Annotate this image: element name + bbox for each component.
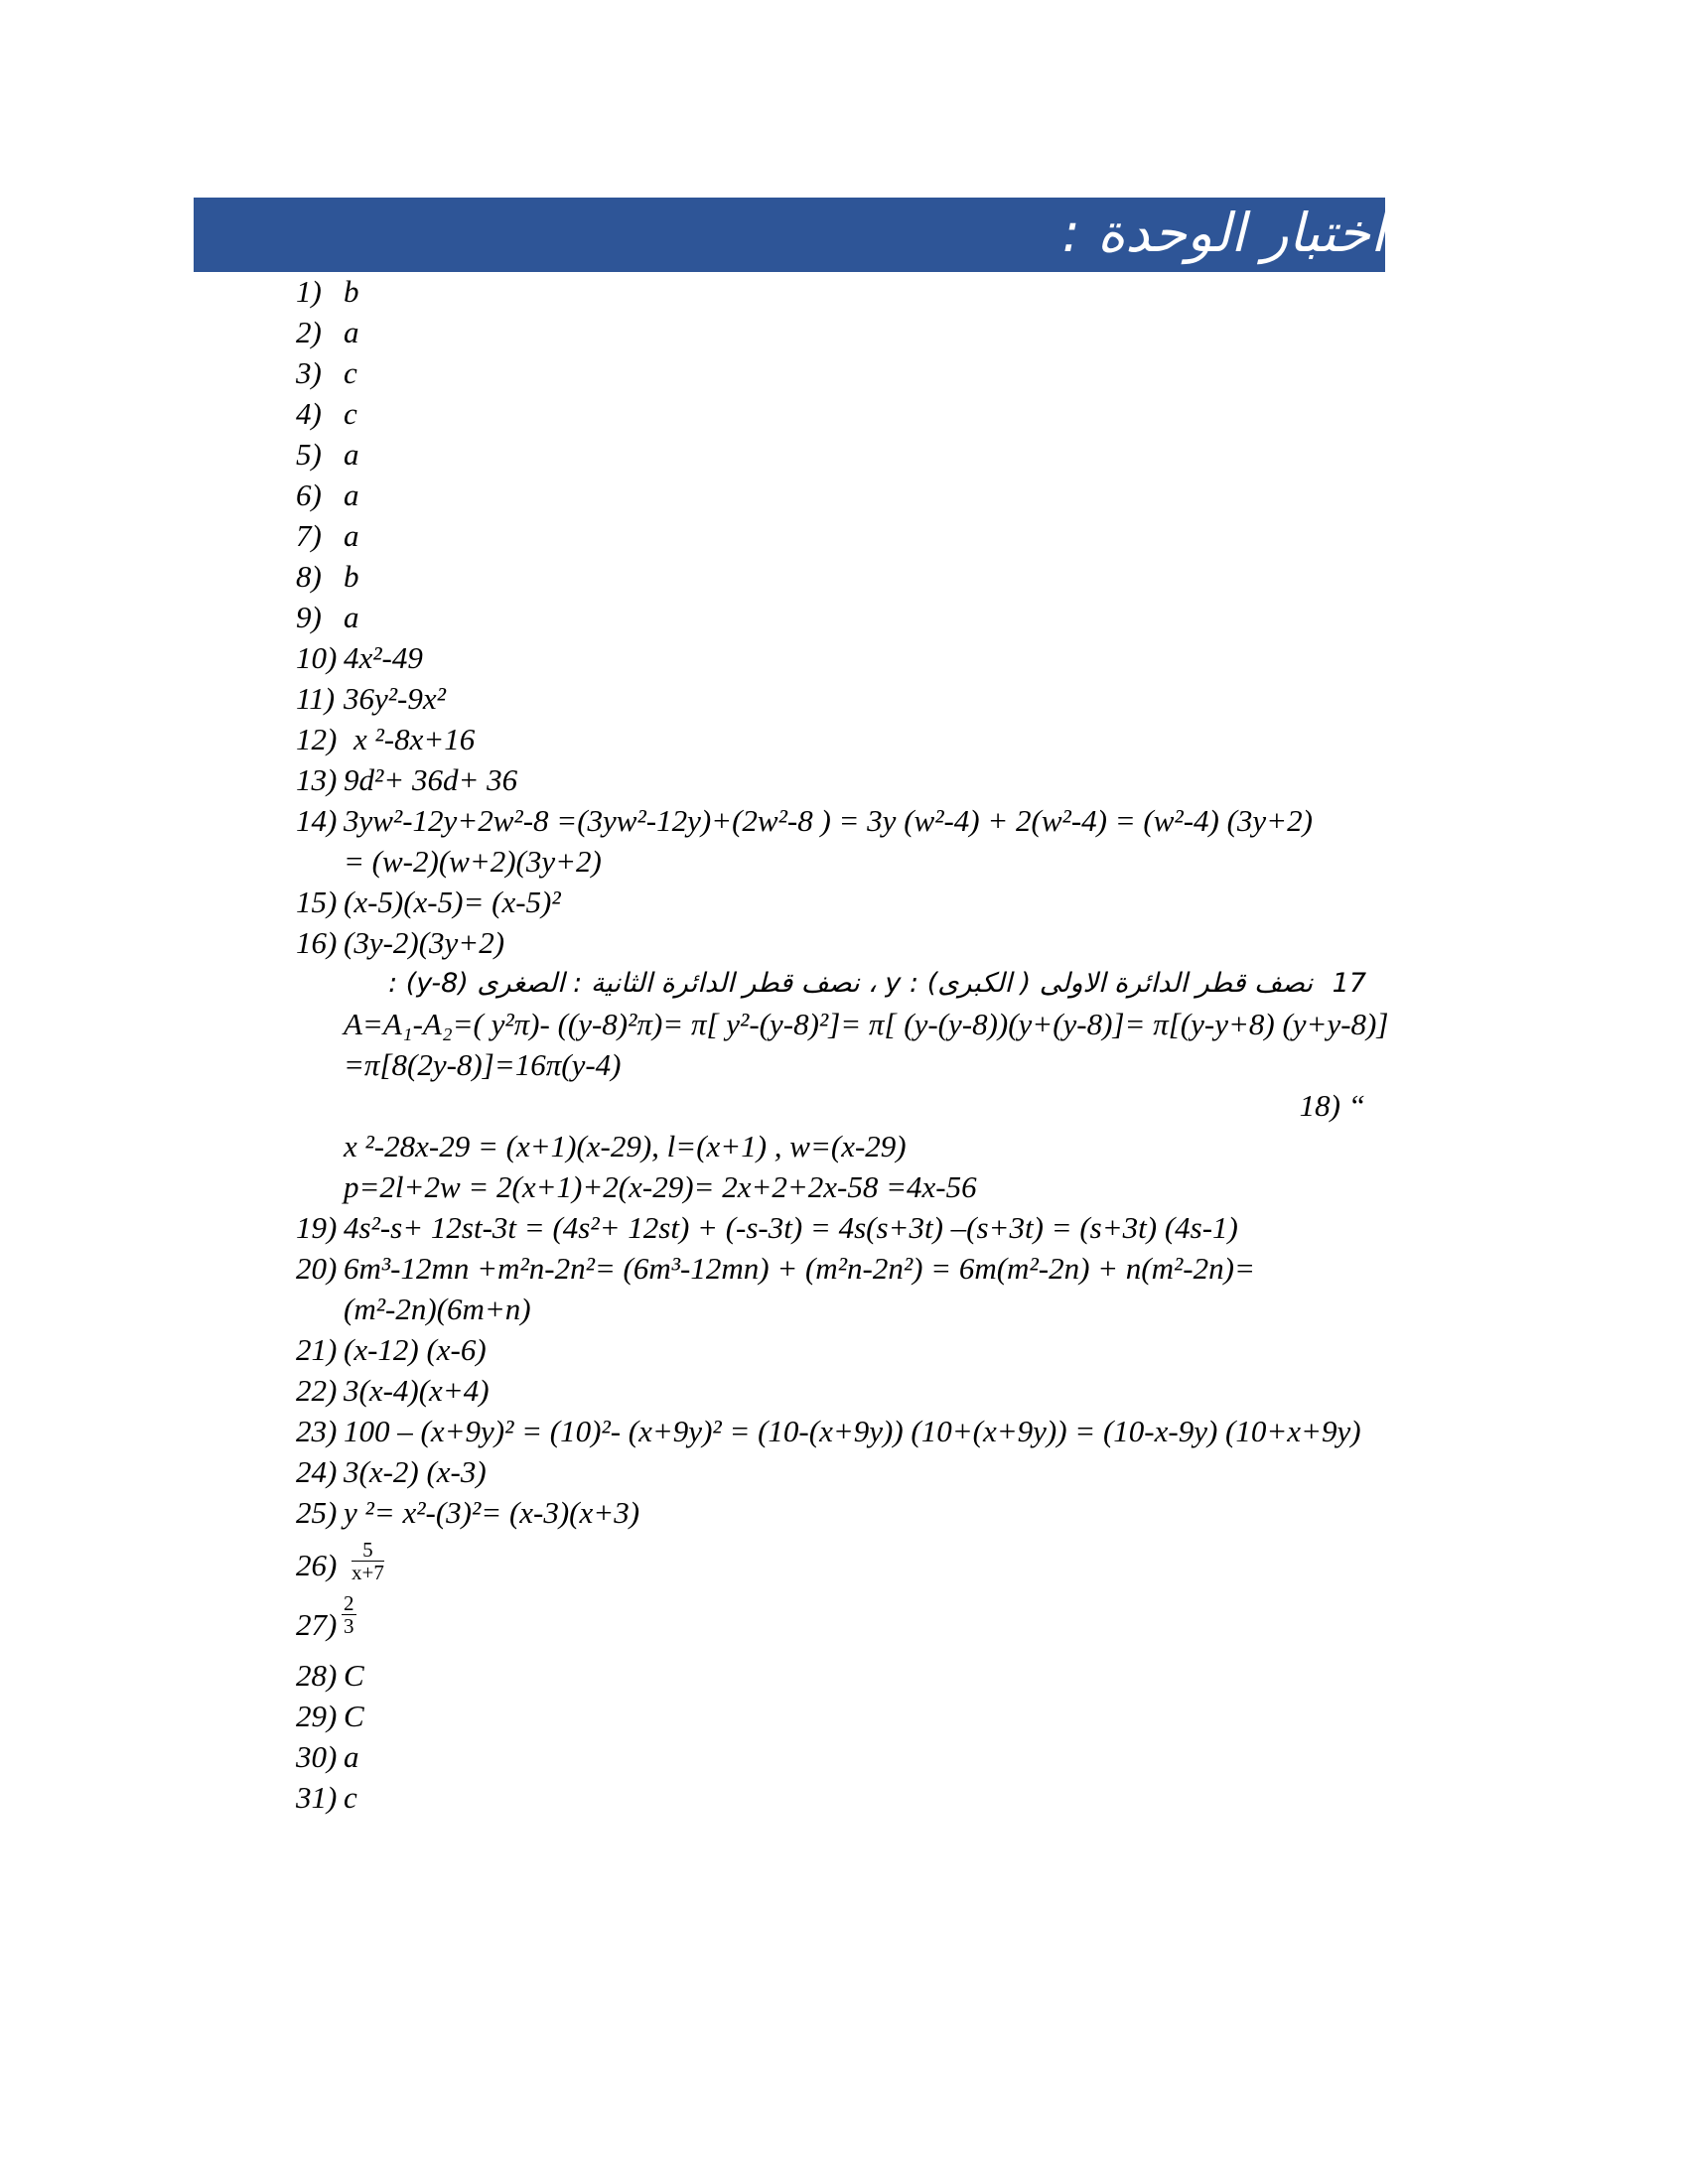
answer-continuation (0, 1289, 1688, 1329)
answer-fraction (352, 1539, 384, 1583)
answer-number: 14) (296, 803, 338, 838)
answer-text: C (344, 1699, 364, 1733)
answer-item (0, 434, 1688, 475)
answer-text: a (344, 478, 359, 512)
answer-text: b (344, 274, 359, 309)
answer-text: (x-5)(x-5)= (x-5)² (344, 885, 561, 919)
fraction-denominator: 3 (344, 1614, 354, 1638)
answer-item (0, 1329, 1688, 1370)
answer-text-arabic: نصف قطر الدائرة الاولى ( الكبرى) : y ، نصف قطر الدائرة الثانية : الصغرى (y-8) : (388, 968, 1313, 999)
answer-text: (3y-2)(3y+2) (344, 925, 505, 960)
answer-text-continuation: p=2l+2w = 2(x+1)+2(x-29)= 2x+2+2x-58 =4x-56 (344, 1169, 977, 1204)
answer-text: 4x²-49 (344, 640, 423, 675)
answer-number: 12) (296, 722, 338, 756)
answer-text: b (344, 559, 359, 594)
answer-number: 30) (296, 1739, 338, 1774)
answer-item (0, 1248, 1688, 1289)
answer-item (0, 1696, 1688, 1736)
answer-number: 3) (296, 355, 322, 390)
answer-number: 24) (296, 1454, 338, 1489)
answer-item (0, 271, 1688, 312)
section-title: اختبار الوحدة : (1061, 202, 1385, 264)
answer-item-17 (0, 963, 1688, 1004)
answer-number: 8) (296, 559, 322, 594)
answer-text: a (344, 600, 359, 634)
answer-number: 15) (296, 885, 338, 919)
answer-item (0, 1207, 1688, 1248)
answer-text-continuation: = (w-2)(w+2)(3y+2) (344, 844, 602, 879)
answer-text: c (344, 396, 357, 431)
answer-number: 28) (296, 1658, 338, 1693)
answer-number: 27) (296, 1607, 338, 1642)
answer-item (0, 759, 1688, 800)
answer-text: 6m³-12mn +m²n-2n²= (6m³-12mn) + (m²n-2n²) = 6m(m²-2n) + n(m²-2n)= (344, 1251, 1255, 1286)
answer-text-continuation: A=A₁-A₂=( y²π)- ((y-8)²π)= π[ y²-(y-8)²]= π[ (y-(y-8))(y+(y-8)]= π[(y-y+8) (y+y-8)] (344, 1007, 1389, 1041)
answer-number: 31) (296, 1780, 338, 1815)
answer-text: 36y²-9x² (344, 681, 446, 716)
answer-text: a (344, 437, 359, 472)
answer-text: 3(x-2) (x-3) (344, 1454, 487, 1489)
answer-text: y ²= x²-(3)²= (x-3)(x+3) (344, 1495, 640, 1530)
answer-number: “ (18 (1299, 1088, 1365, 1123)
answer-continuation (0, 841, 1688, 882)
answer-text: 9d²+ 36d+ 36 (344, 762, 518, 797)
answer-continuation (0, 1166, 1688, 1207)
answer-item (0, 1777, 1688, 1818)
answer-number: 10) (296, 640, 338, 675)
answer-item (0, 352, 1688, 393)
answer-item (0, 1591, 1688, 1654)
answer-number: 4) (296, 396, 322, 431)
answer-number: 21) (296, 1332, 338, 1367)
fraction-numerator: 2 (344, 1591, 354, 1615)
answer-item (0, 1451, 1688, 1492)
answer-text: a (344, 1739, 359, 1774)
answer-continuation (0, 1004, 1688, 1044)
answer-text: C (344, 1658, 364, 1693)
answer-number: 9) (296, 600, 322, 634)
answer-item (0, 1736, 1688, 1777)
answer-number: 25) (296, 1495, 338, 1530)
answer-text: a (344, 315, 359, 349)
answer-fraction (342, 1592, 356, 1637)
answer-number: 29) (296, 1699, 338, 1733)
answer-continuation (0, 1126, 1688, 1166)
answer-item (0, 312, 1688, 352)
answer-item (0, 637, 1688, 678)
answer-text: 3(x-4)(x+4) (344, 1373, 490, 1408)
answer-item (0, 922, 1688, 963)
answer-text-continuation: =π[8(2y-8)]=16π(y-4) (344, 1047, 622, 1082)
answer-text-continuation: (m²-2n)(6m+n) (344, 1292, 531, 1326)
answer-item (0, 1538, 1688, 1594)
answer-item (0, 556, 1688, 597)
answer-number: 17 (1332, 968, 1366, 999)
answer-item (0, 1492, 1688, 1533)
answer-item (0, 1370, 1688, 1411)
answer-number: 7) (296, 518, 322, 553)
answer-text: 3yw²-12y+2w²-8 =(3yw²-12y)+(2w²-8 ) = 3y (w²-4) + 2(w²-4) = (w²-4) (3y+2) (344, 803, 1313, 838)
answer-text: 4s²-s+ 12st-3t = (4s²+ 12st) + (-s-3t) = 4s(s+3t) –(s+3t) = (s+3t) (4s-1) (344, 1210, 1238, 1245)
answer-number: 11) (296, 681, 336, 716)
fraction-denominator: x+7 (352, 1561, 384, 1584)
answer-text: c (344, 355, 357, 390)
answer-item (0, 393, 1688, 434)
answer-item (0, 515, 1688, 556)
answer-number: 19) (296, 1210, 338, 1245)
fraction-numerator: 5 (352, 1539, 384, 1562)
answer-item (0, 882, 1688, 922)
answer-text: (x-12) (x-6) (344, 1332, 487, 1367)
answer-item (0, 800, 1688, 841)
answer-number: 20) (296, 1251, 338, 1286)
answer-number: 5) (296, 437, 322, 472)
answer-text: c (344, 1780, 357, 1815)
answer-number: 23) (296, 1414, 338, 1448)
answer-number: 16) (296, 925, 338, 960)
answer-item (0, 597, 1688, 637)
answer-number: 26) (296, 1548, 338, 1582)
answer-item (0, 719, 1688, 759)
answer-item (0, 1655, 1688, 1696)
answer-text: a (344, 518, 359, 553)
answer-number: 22) (296, 1373, 338, 1408)
answer-number: 2) (296, 315, 322, 349)
answer-item-18 (0, 1085, 1688, 1126)
answer-item (0, 678, 1688, 719)
answer-item (0, 475, 1688, 515)
answer-number: 1) (296, 274, 322, 309)
answer-text-continuation: x ²-28x-29 = (x+1)(x-29), l=(x+1) , w=(x-29) (344, 1129, 907, 1163)
answer-text: x ²-8x+16 (353, 722, 476, 756)
answer-continuation (0, 1044, 1688, 1085)
answer-number: 6) (296, 478, 322, 512)
answer-item (0, 1411, 1688, 1451)
answer-text: 100 – (x+9y)² = (10)²- (x+9y)² = (10-(x+9y)) (10+(x+9y)) = (10-x-9y) (10+x+9y) (344, 1414, 1361, 1448)
answer-number: 13) (296, 762, 338, 797)
